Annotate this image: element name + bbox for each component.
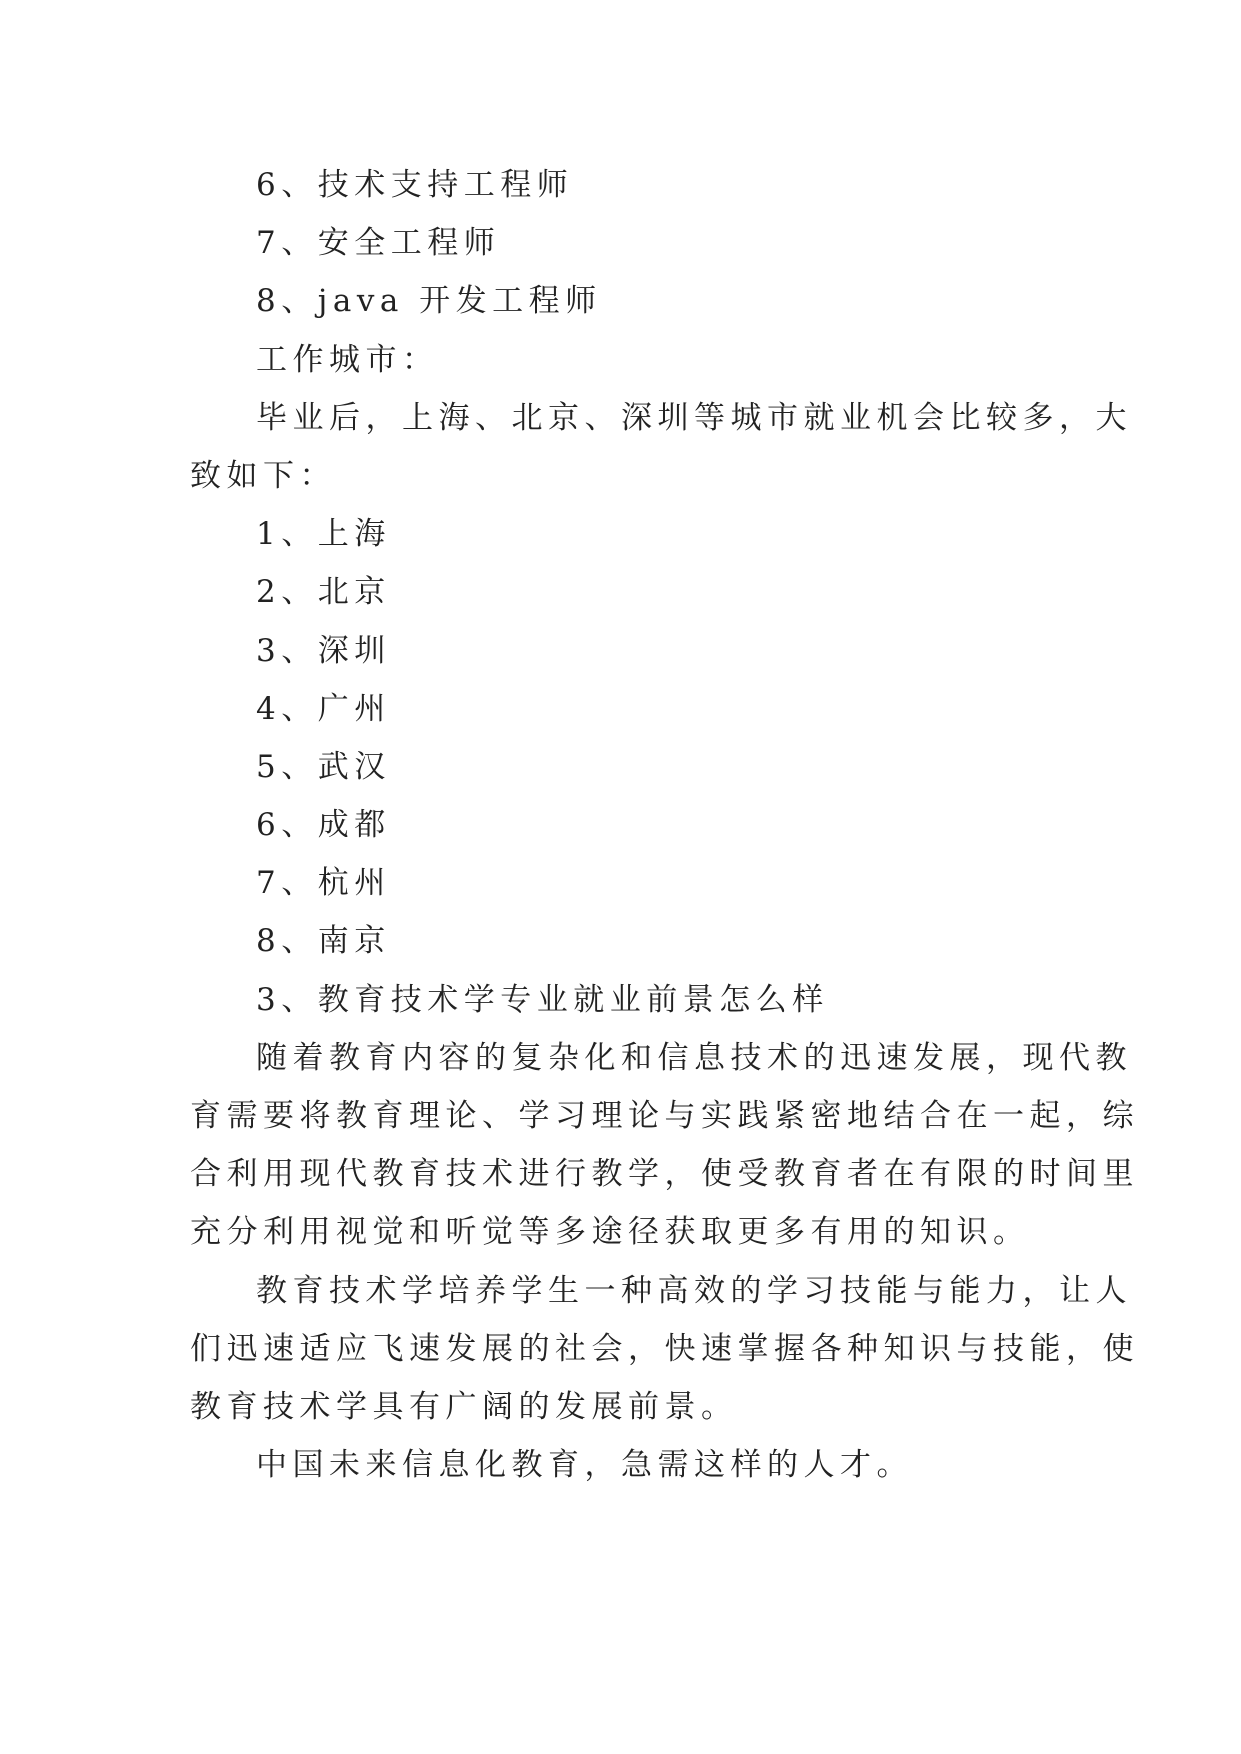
paragraph-line: 致如下： bbox=[190, 457, 336, 494]
section-heading-work-cities: 工作城市： bbox=[256, 341, 439, 378]
list-item-city: 5、武汉 bbox=[256, 748, 391, 785]
list-item-city: 6、成都 bbox=[256, 807, 391, 844]
paragraph-line: 毕业后，上海、北京、深圳等城市就业机会比较多，大 bbox=[256, 399, 1132, 436]
paragraph-line: 合利用现代教育技术进行教学，使受教育者在有限的时间里 bbox=[190, 1156, 1139, 1193]
paragraph-line: 随着教育内容的复杂化和信息技术的迅速发展，现代教 bbox=[256, 1039, 1132, 1076]
list-item-security-engineer: 7、安全工程师 bbox=[256, 225, 501, 262]
list-item-tech-support-engineer: 6、技术支持工程师 bbox=[256, 167, 574, 203]
paragraph-line: 们迅速适应飞速发展的社会，快速掌握各种知识与技能，使 bbox=[190, 1330, 1139, 1367]
list-item-city: 7、杭州 bbox=[256, 865, 391, 902]
paragraph-line: 教育技术学具有广阔的发展前景。 bbox=[190, 1388, 738, 1425]
section-heading-employment-prospects: 3、教育技术学专业就业前景怎么样 bbox=[256, 981, 829, 1018]
list-item-city: 8、南京 bbox=[256, 923, 391, 960]
paragraph-line: 充分利用视觉和听觉等多途径获取更多有用的知识。 bbox=[190, 1214, 1030, 1251]
list-item-city: 4、广州 bbox=[256, 690, 391, 727]
document-body bbox=[190, 156, 1139, 1494]
paragraph-line: 教育技术学培养学生一种高效的学习技能与能力，让人 bbox=[256, 1272, 1132, 1309]
paragraph-line: 育需要将教育理论、学习理论与实践紧密地结合在一起，综 bbox=[190, 1098, 1139, 1134]
list-item-java-engineer: 8、java 开发工程师 bbox=[256, 283, 602, 320]
list-item-city: 2、北京 bbox=[256, 574, 391, 611]
list-item-city: 1、上海 bbox=[256, 516, 391, 553]
list-item-city: 3、深圳 bbox=[256, 632, 391, 669]
paragraph-line: 中国未来信息化教育，急需这样的人才。 bbox=[256, 1447, 913, 1484]
